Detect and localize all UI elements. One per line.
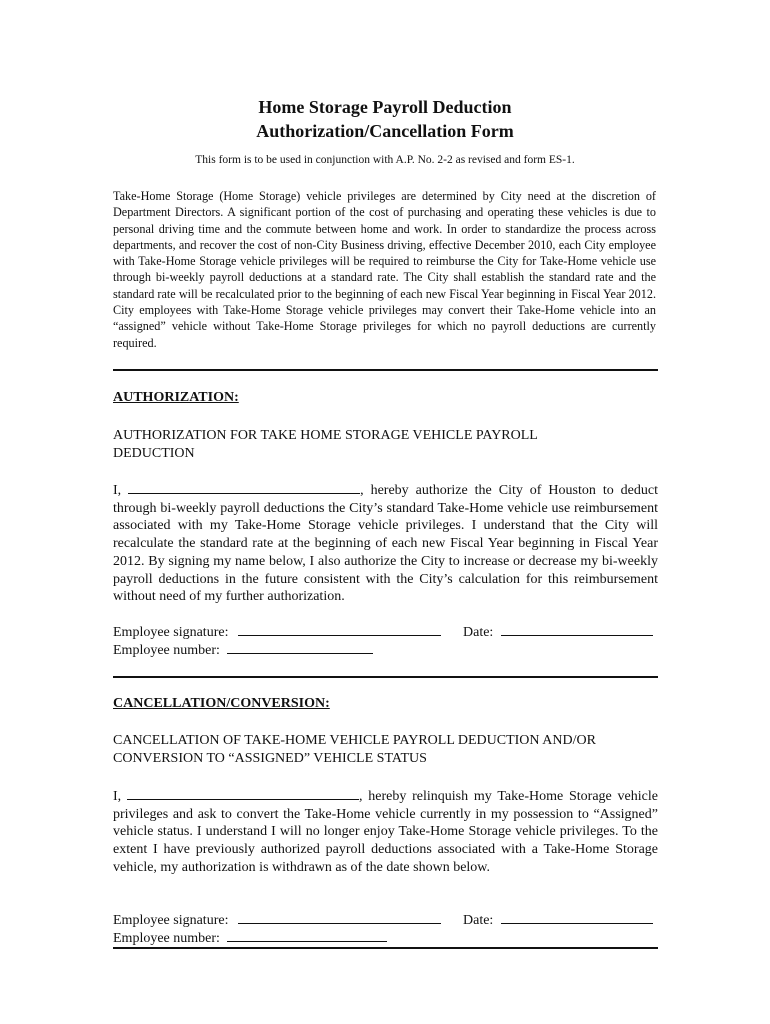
authorization-signature-row <box>113 622 441 642</box>
authorization-date-row <box>463 622 653 642</box>
authorization-signature-field[interactable] <box>238 622 441 636</box>
intro-paragraph: Take-Home Storage (Home Storage) vehicle privileges are determined by City need at the discretion of Department Directors. A significant portion of the cost of purchasing and operating these vehicles is due to personal driving time and the commute between home and work. In order to standardize the process across departments, and recover the cost of non-City Business driving, effective December 2010, each City employee with Take-Home Storage vehicle privileges will be required to reimburse the City for Take-Home vehicle use through bi-weekly payroll deductions at a standard rate. The City shall establish the standard rate and the standard rate will be recalculated prior to the beginning of each new Fiscal Year beginning in Fiscal Year 2012. City employees with Take-Home Storage vehicle privileges may convert their Take-Home vehicle into an “assigned” vehicle without Take-Home Storage privileges for which no payroll deductions are currently required. <box>113 189 656 350</box>
cancellation-number-label: Employee number: <box>113 931 220 946</box>
cancellation-subheading: CANCELLATION OF TAKE-HOME VEHICLE PAYROLL DEDUCTION AND/OR CONVERSION TO “ASSIGNED” VEHICLE STATUS <box>113 733 596 766</box>
section-divider <box>113 369 658 371</box>
authorization-date-field[interactable] <box>501 622 653 636</box>
cancellation-body: , hereby relinquish my Take-Home Storage vehicle privileges and ask to convert the Take-Home vehicle currently in my possession to “Assigned” vehicle status. I understand I will no longer enjoy Take-Home Storage vehicle privileges. To the extent I have previously authorized payroll deductions associated with a Take-Home Storage vehicle, my authorization is withdrawn as of the date shown below. <box>113 789 658 875</box>
section-divider <box>113 947 658 949</box>
authorization-number-field[interactable] <box>227 640 373 654</box>
cancellation-number-row <box>113 928 387 948</box>
authorization-heading: AUTHORIZATION: <box>113 390 239 405</box>
authorization-name-field[interactable] <box>128 480 360 494</box>
cancellation-heading: CANCELLATION/CONVERSION: <box>113 696 330 711</box>
cancellation-signature-field[interactable] <box>238 910 441 924</box>
authorization-number-label: Employee number: <box>113 643 220 658</box>
cancellation-prefix: I, <box>113 789 127 804</box>
authorization-prefix: I, <box>113 483 129 498</box>
cancellation-date-field[interactable] <box>501 910 653 924</box>
authorization-body: , hereby authorize the City of Houston to deduct through bi-weekly payroll deductions the City’s standard Take-Home vehicle use reimbursement associated with my Take-Home Storage vehicle privileges. I understand that the City will recalculate the standard rate at the beginning of each new Fiscal Year beginning in Fiscal Year 2012. By signing my name below, I also authorize the City to increase or decrease my bi-weekly payroll deductions in the future consistent with the City’s calculation for this reimbursement without need of my further authorization. <box>113 483 658 605</box>
authorization-paragraph <box>113 480 658 606</box>
title-line-1: Home Storage Payroll Deduction <box>258 97 512 117</box>
authorization-signature-label: Employee signature: <box>113 625 229 640</box>
form-subtitle: This form is to be used in conjunction with A.P. No. 2-2 as revised and form ES-1. <box>195 154 575 166</box>
cancellation-number-field[interactable] <box>227 928 387 942</box>
cancellation-name-field[interactable] <box>127 786 359 800</box>
title-line-2: Authorization/Cancellation Form <box>256 121 514 141</box>
cancellation-signature-row <box>113 910 441 930</box>
section-divider <box>113 676 658 678</box>
authorization-date-label: Date: <box>463 625 494 640</box>
authorization-subheading: AUTHORIZATION FOR TAKE HOME STORAGE VEHICLE PAYROLL DEDUCTION <box>113 428 538 461</box>
cancellation-date-row <box>463 910 653 930</box>
cancellation-date-label: Date: <box>463 913 494 928</box>
form-title <box>0 95 770 143</box>
cancellation-paragraph <box>113 786 658 877</box>
cancellation-signature-label: Employee signature: <box>113 913 229 928</box>
authorization-number-row <box>113 640 373 660</box>
